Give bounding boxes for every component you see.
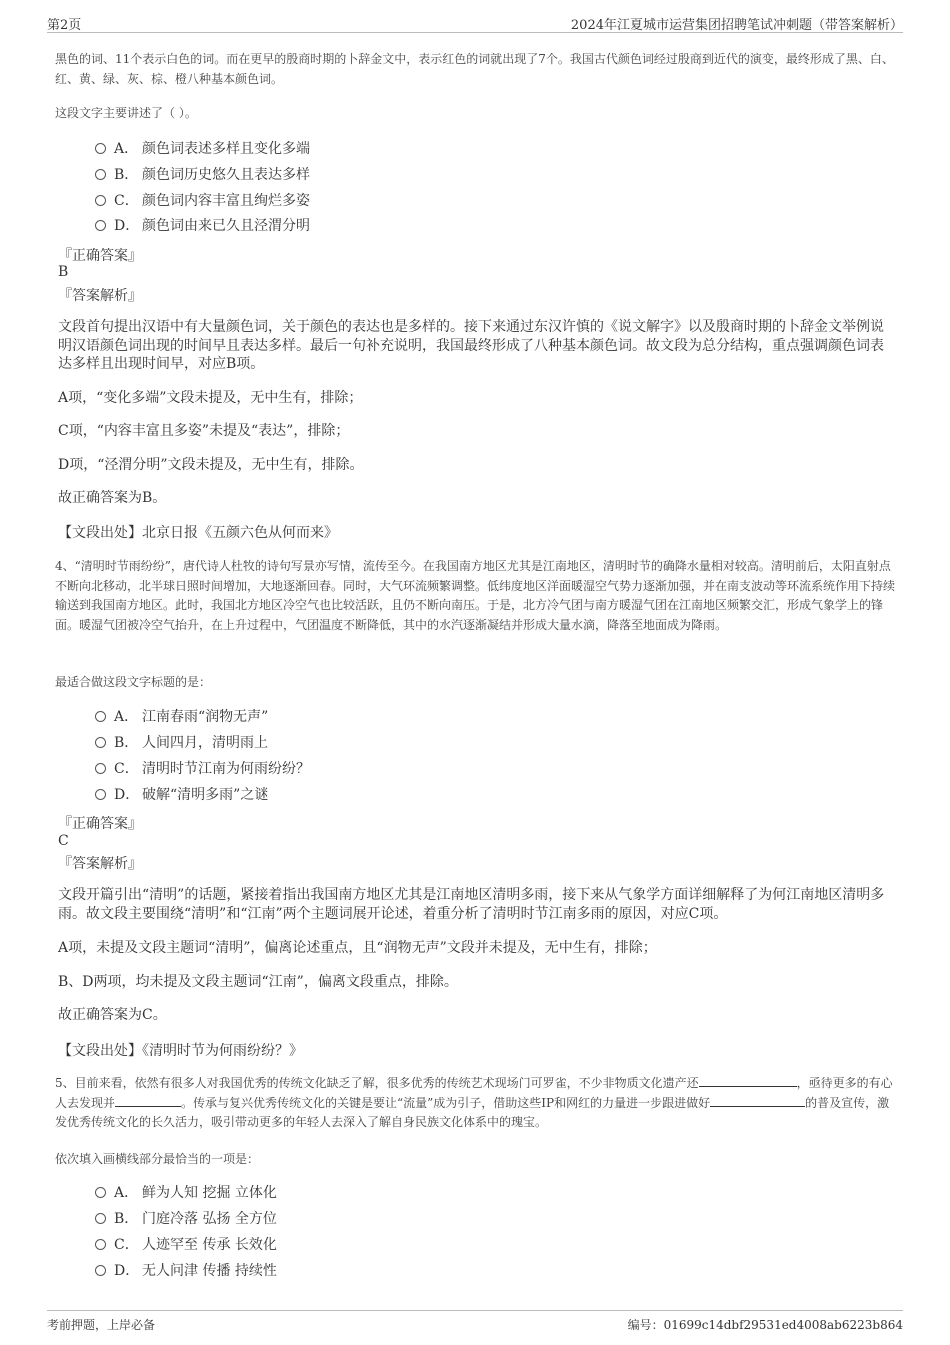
blank-2[interactable] xyxy=(115,1094,181,1107)
q4-analysis-4: 故正确答案为C。 xyxy=(58,1007,167,1023)
q3-analysis-label: 『答案解析』 xyxy=(58,288,142,304)
q3-passage: 黑色的词、11个表示白色的词。而在更早的殷商时期的卜辞金文中，表示红色的词就出现了7个。我国古代颜色词经过殷商到近代的演变，最终形成了黑、白、红、黄、绿、灰、棕、橙八种基本颜色词。 xyxy=(55,52,894,86)
radio-icon[interactable] xyxy=(95,763,106,774)
q4-option-a[interactable]: A． 江南春雨“润物无声” xyxy=(95,706,268,728)
q4-option-b[interactable]: B． 人间四月，清明雨上 xyxy=(95,732,268,754)
page-header xyxy=(47,12,903,33)
q4-option-c[interactable]: C． 清明时节江南为何雨纷纷？ xyxy=(95,758,310,780)
document-title: 2024年江夏城市运营集团招聘笔试冲刺题（带答案解析） xyxy=(570,18,903,33)
page-number: 第2页 xyxy=(47,18,82,33)
blank-1[interactable] xyxy=(699,1074,797,1087)
q3-answer-label: 『正确答案』 xyxy=(58,248,142,264)
q3-source: 【文段出处】北京日报《五颜六色从何而来》 xyxy=(58,525,338,541)
q4-analysis-1: 文段开篇引出“清明”的话题，紧接着指出我国南方地区尤其是江南地区清明多雨，接下来从气象学方面详细解释了为何江南地区清明多雨。故文段主要围绕“清明”和“江南”两个主题词展开论述，着重分析了清明时节江南多雨的原因，对应C项。 xyxy=(58,887,885,922)
radio-icon[interactable] xyxy=(95,169,106,180)
radio-icon[interactable] xyxy=(95,1265,106,1276)
radio-icon[interactable] xyxy=(95,1187,106,1198)
q4-passage: 4、“清明时节雨纷纷”，唐代诗人杜牧的诗句写景亦写情，流传至今。在我国南方地区尤其是江南地区，清明时节的确降水量相对较高。清明前后，太阳直射点不断向北移动，北半球日照时间增加，大地逐渐回春。同时，大气环流频繁调整。低纬度地区洋面暖湿空气势力逐渐加强，并在南支波动等环流系统作用下持续输送到我国南方地区。此时，我国北方地区冷空气也比较活跃，且仍不断向南压。于是，北方冷气团与南方暖湿气团在江南地区频繁交汇，形成气象学上的锋面。暖湿气团被冷空气抬升，在上升过程中，气团温度不断降低，其中的水汽逐渐凝结并形成大量水滴，降落至地面成为降雨。 xyxy=(55,559,896,632)
q5-prompt: 依次填入画横线部分最恰当的一项是： xyxy=(55,1152,260,1166)
q3-option-d[interactable]: D． 颜色词由来已久且泾渭分明 xyxy=(95,215,310,237)
q5-option-d[interactable]: D． 无人问津 传播 持续性 xyxy=(95,1260,277,1282)
page-footer xyxy=(47,1310,903,1335)
q4-analysis-2: A项，未提及文段主题词“清明”，偏离论述重点，且“润物无声”文段并未提及，无中生有，排除； xyxy=(58,940,657,956)
blank-3[interactable] xyxy=(710,1094,805,1107)
q3-option-b[interactable]: B． 颜色词历史悠久且表达多样 xyxy=(95,164,310,186)
q3-analysis-3: C项，“内容丰富且多姿”未提及“表达”，排除； xyxy=(58,423,350,439)
radio-icon[interactable] xyxy=(95,143,106,154)
q4-answer: C xyxy=(58,833,69,849)
q3-analysis-5: 故正确答案为B。 xyxy=(58,490,167,506)
q4-prompt: 最适合做这段文字标题的是： xyxy=(55,675,212,689)
q4-option-d[interactable]: D． 破解“清明多雨”之谜 xyxy=(95,784,268,806)
q5-option-a[interactable]: A． 鲜为人知 挖掘 立体化 xyxy=(95,1182,277,1204)
q3-option-a[interactable]: A． 颜色词表述多样且变化多端 xyxy=(95,138,310,160)
q4-source: 【文段出处】《清明时节为何雨纷纷？》 xyxy=(58,1043,303,1059)
footer-slogan: 考前押题，上岸必备 xyxy=(47,1318,156,1332)
radio-icon[interactable] xyxy=(95,1239,106,1250)
radio-icon[interactable] xyxy=(95,789,106,800)
radio-icon[interactable] xyxy=(95,1213,106,1224)
radio-icon[interactable] xyxy=(95,711,106,722)
q5-option-c[interactable]: C． 人迹罕至 传承 长效化 xyxy=(95,1234,277,1256)
q3-analysis-1: 文段首句提出汉语中有大量颜色词，关于颜色的表达也是多样的。接下来通过东汉许慎的《说文解字》以及殷商时期的卜辞金文举例说明汉语颜色词出现的时间早且表达多样。最后一句补充说明，我国最终形成了八种基本颜色词。故文段为总分结构，重点强调颜色词表达多样且出现时间早，对应B项。 xyxy=(58,319,884,372)
q4-answer-label: 『正确答案』 xyxy=(58,816,142,832)
q3-answer: B xyxy=(58,264,69,280)
radio-icon[interactable] xyxy=(95,737,106,748)
radio-icon[interactable] xyxy=(95,220,106,231)
q3-analysis-4: D项，“泾渭分明”文段未提及，无中生有，排除。 xyxy=(58,457,364,473)
document-id: 编号：01699c14dbf29531ed4008ab6223b864 xyxy=(627,1318,903,1332)
q5-option-b[interactable]: B． 门庭冷落 弘扬 全方位 xyxy=(95,1208,277,1230)
q4-analysis-label: 『答案解析』 xyxy=(58,856,142,872)
q3-option-c[interactable]: C． 颜色词内容丰富且绚烂多姿 xyxy=(95,190,310,212)
q4-analysis-3: B、D两项，均未提及文段主题词“江南”，偏离文段重点，排除。 xyxy=(58,974,458,990)
q3-analysis-2: A项，“变化多端”文段未提及，无中生有，排除； xyxy=(58,390,363,406)
radio-icon[interactable] xyxy=(95,195,106,206)
q3-prompt: 这段文字主要讲述了（ ）。 xyxy=(55,106,197,120)
q5-passage: 5、目前来看，依然有很多人对我国优秀的传统文化缺乏了解，很多优秀的传统艺术现场门可罗雀，不少非物质文化遗产还 ，亟待更多的有心人去发现并 。传承与复兴优秀传统文化的关键是要让“流量”成为引子，借助这些IP和网红的力量进一步跟进做好 的普及宣传，激发优秀传统文化的长久活力，吸引带动更多的年轻人去深入了解自身民族文化体系中的瑰宝。 xyxy=(55,1076,893,1129)
